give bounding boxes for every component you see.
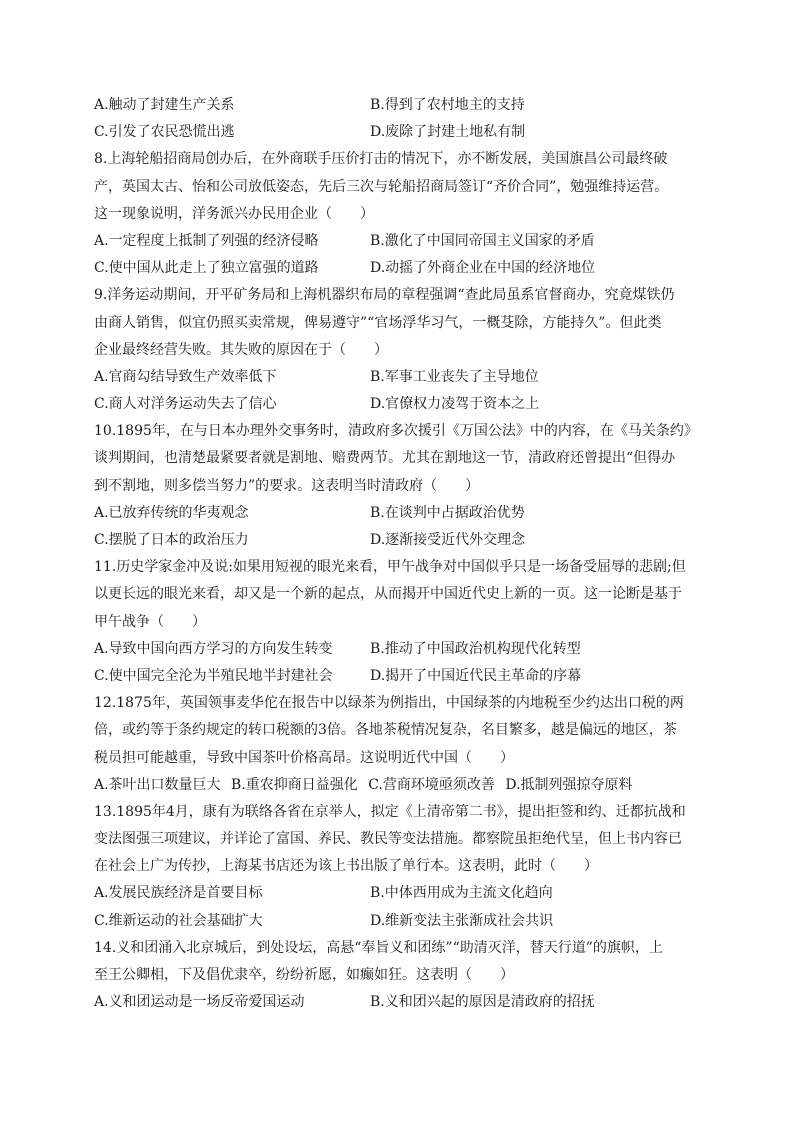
q9-option-c[interactable]: C.商人对洋务运动失去了信心	[94, 396, 277, 413]
q9-stem-line: 由商人销售，似宜仍照买卖常规，俾易遵守”“官场浮华习气，一概芟除，方能持久”。但此类	[94, 314, 662, 331]
q12-stem-line: 倍，或约等于条约规定的转口税额的3倍。各地茶税情况复杂，名目繁多，越是偏远的地区，茶	[94, 722, 677, 739]
q11-stem-line: 11.历史学家金冲及说:如果用短视的眼光来看，甲午战争对中国似乎只是一场备受屈辱的悲剧;但	[94, 559, 686, 576]
q11-stem	[94, 554, 702, 636]
q9-options-row-2	[94, 391, 702, 418]
q11-option-d[interactable]: D.揭开了中国近代民主革命的序幕	[370, 667, 582, 684]
q13-option-a[interactable]: A.发展民族经济是首要目标	[94, 885, 263, 902]
q8-options-row-2	[94, 255, 702, 282]
q10-option-c[interactable]: C.摆脱了日本的政治压力	[94, 532, 249, 548]
q11-option-a[interactable]: A.导致中国向西方学习的方向发生转变	[94, 640, 333, 657]
q14-stem-line: 14.义和团涌入北京城后，到处设坛，高悬“奉旨义和团练”“助清灭洋，替天行道”的旗帜，上	[94, 939, 663, 956]
q14-option-a[interactable]: A.义和团运动是一场反帝爱国运动	[94, 994, 305, 1011]
q8-stem	[94, 146, 702, 228]
q12-options-row	[94, 772, 702, 799]
q10-options-row-2	[94, 527, 702, 554]
q13-option-b[interactable]: B.中体西用成为主流文化趋向	[370, 885, 553, 902]
q10-stem-line: 10.1895年，在与日本办理外交事务时，清政府多次援引《万国公法》中的内容，在《马关条约》	[94, 423, 698, 440]
q13-stem-line: 变法图强三项建议，并详论了富国、养民、教民等变法措施。都察院虽拒绝代呈，但上书内容已	[94, 831, 682, 848]
q12-stem-line: 12.1875年，英国领事麦华佗在报告中以绿茶为例指出，中国绿茶的内地税至少约达出口税的两	[94, 695, 684, 712]
q8-stem-line: 8.上海轮船招商局创办后，在外商联手压价打击的情况下，亦不断发展，美国旗昌公司最终破	[94, 151, 668, 168]
q10-stem	[94, 418, 702, 500]
q9-option-d[interactable]: D.官僚权力凌驾于资本之上	[370, 396, 540, 413]
q9-stem-line: 企业最终经营失败。其失败的原因在于（ ）	[94, 341, 388, 358]
q13-option-c[interactable]: C.维新运动的社会基础扩大	[94, 912, 263, 929]
q9-option-a[interactable]: A.官商勾结导致生产效率低下	[94, 368, 277, 385]
q11-option-c[interactable]: C.使中国完全沦为半殖民地半封建社会	[94, 667, 333, 684]
q9-options-row-1	[94, 364, 702, 391]
q8-stem-line: 产，英国太古、怡和公司放低姿态，先后三次与轮船招商局签订“齐价合同”，勉强维持运营。	[94, 178, 669, 195]
q13-options-row-2	[94, 908, 702, 935]
q11-stem-line: 甲午战争（ ）	[94, 613, 206, 630]
q13-options-row-1	[94, 880, 702, 907]
q14-options-row-1	[94, 989, 702, 1016]
q12-option-b[interactable]: B.重农抑商日益强化	[231, 776, 358, 793]
q13-stem	[94, 799, 702, 881]
q13-stem-line: 在社会上广为传抄，上海某书店还为该上书出版了单行本。这表明，此时（ ）	[94, 858, 598, 875]
q7-option-a[interactable]: A.触动了封建生产关系	[94, 97, 235, 113]
q10-stem-line: 到不割地，则多偿当努力”的要求。这表明当时清政府（ ）	[94, 477, 480, 494]
q14-stem-line: 至王公卿相，下及倡优隶卒，纷纷祈愿，如癫如狂。这表明（ ）	[94, 967, 514, 983]
q11-options-row-1	[94, 636, 702, 663]
q7-options-row-1	[94, 92, 702, 119]
q10-options-row-1	[94, 500, 702, 527]
q7-options-row-2	[94, 119, 702, 146]
q8-option-b[interactable]: B.激化了中国同帝国主义国家的矛盾	[370, 232, 595, 249]
q13-option-d[interactable]: D.维新变法主张渐成社会共识	[370, 912, 554, 929]
q8-option-a[interactable]: A.一定程度上抵制了列强的经济侵略	[94, 232, 319, 249]
q8-stem-line: 这一现象说明，洋务派兴办民用企业（ ）	[94, 205, 374, 222]
q14-option-b[interactable]: B.义和团兴起的原因是清政府的招抚	[370, 994, 595, 1011]
q10-option-b[interactable]: B.在谈判中占据政治优势	[370, 504, 525, 521]
q13-stem-line: 13.1895年4月，康有为联络各省在京举人，拟定《上清帝第二书》，提出拒签和约、迁都抗战和	[94, 803, 686, 820]
q9-option-b[interactable]: B.军事工业丧失了主导地位	[370, 368, 539, 385]
q11-option-b[interactable]: B.推动了中国政治机构现代化转型	[370, 640, 581, 657]
exam-page	[94, 92, 702, 1016]
q8-options-row-1	[94, 228, 702, 255]
q12-stem	[94, 690, 702, 772]
q8-option-d[interactable]: D.动摇了外商企业在中国的经济地位	[370, 260, 596, 277]
q7-option-b[interactable]: B.得到了农村地主的支持	[370, 97, 525, 113]
q10-option-a[interactable]: A.已放弃传统的华夷观念	[94, 504, 249, 521]
q10-option-d[interactable]: D.逐渐接受近代外交理念	[370, 532, 526, 548]
q14-stem	[94, 935, 702, 989]
q12-stem-line: 税员担可能越重，导致中国茶叶价格高昂。这说明近代中国（ ）	[94, 749, 514, 766]
q11-options-row-2	[94, 663, 702, 690]
q12-option-a[interactable]: A.茶叶出口数量巨大	[94, 776, 221, 793]
q12-option-c[interactable]: C.营商环境亟须改善	[368, 776, 495, 793]
q7-option-d[interactable]: D.废除了封建土地私有制	[370, 124, 526, 141]
q11-stem-line: 以更长远的眼光来看，却又是一个新的起点，从而揭开中国近代史上新的一页。这一论断是基于	[94, 586, 682, 603]
q9-stem-line: 9.洋务运动期间，开平矿务局和上海机器织布局的章程强调“查此局虽系官督商办，究竟煤铁仍	[94, 287, 675, 304]
q9-stem	[94, 282, 702, 364]
q8-option-c[interactable]: C.使中国从此走上了独立富强的道路	[94, 260, 319, 277]
q10-stem-line: 谈判期间，也清楚最紧要者就是割地、赔费两节。尤其在割地这一节，清政府还曾提出“但得办	[94, 450, 676, 467]
q7-option-c[interactable]: C.引发了农民恐慌出逃	[94, 124, 235, 141]
q12-option-d[interactable]: D.抵制列强掠夺原料	[505, 776, 633, 793]
